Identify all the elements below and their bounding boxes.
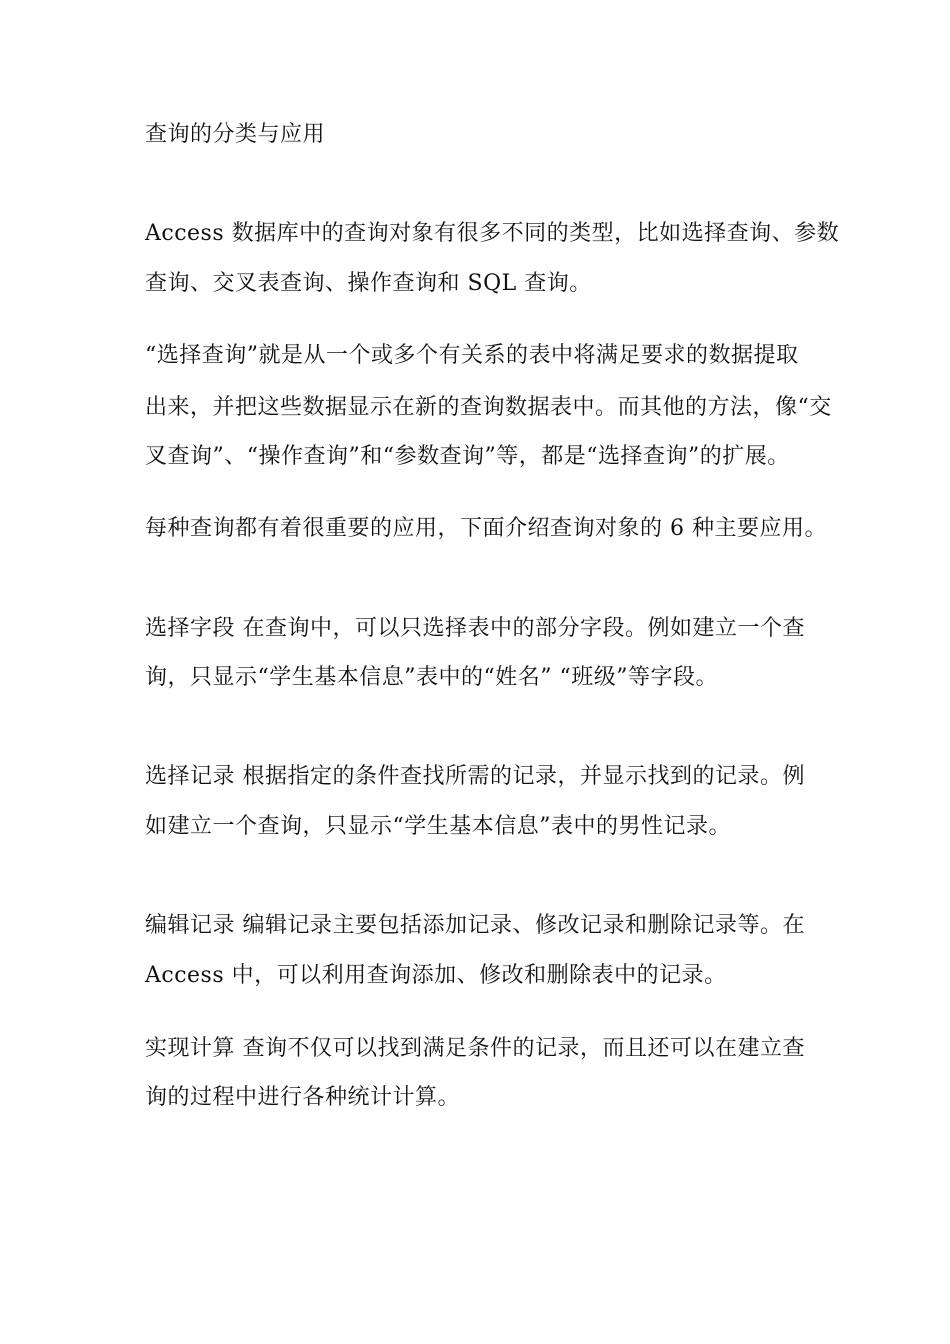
paragraph-line: 如建立一个查询，只显示“学生基本信息”表中的男性记录。 bbox=[145, 814, 731, 839]
paragraph-line: “选择查询”就是从一个或多个有关系的表中将满足要求的数据提取 bbox=[145, 343, 799, 368]
paragraph-line: 查询、交叉表查询、操作查询和 SQL 查询。 bbox=[145, 271, 592, 296]
paragraph-line: 出来，并把这些数据显示在新的查询数据表中。而其他的方法，像“交 bbox=[145, 395, 832, 420]
paragraph-line: 叉查询”、“操作查询”和“参数查询”等，都是“选择查询”的扩展。 bbox=[145, 444, 790, 469]
page-title: 查询的分类与应用 bbox=[145, 122, 326, 147]
paragraph-line: 选择记录 根据指定的条件查找所需的记录，并显示找到的记录。例 bbox=[145, 764, 805, 789]
paragraph-line: 编辑记录 编辑记录主要包括添加记录、修改记录和删除记录等。在 bbox=[145, 913, 805, 938]
paragraph-line: 每种查询都有着很重要的应用，下面介绍查询对象的 6 种主要应用。 bbox=[145, 516, 827, 541]
paragraph-line: Access 中，可以利用查询添加、修改和删除表中的记录。 bbox=[145, 963, 727, 988]
paragraph-line: 询的过程中进行各种统计计算。 bbox=[145, 1085, 461, 1110]
paragraph-line: Access 数据库中的查询对象有很多不同的类型，比如选择查询、参数 bbox=[145, 221, 840, 246]
paragraph-line: 实现计算 查询不仅可以找到满足条件的记录，而且还可以在建立查 bbox=[145, 1036, 805, 1061]
paragraph-line: 询，只显示“学生基本信息”表中的“姓名” “班级”等字段。 bbox=[145, 665, 718, 690]
paragraph-line: 选择字段 在查询中，可以只选择表中的部分字段。例如建立一个查 bbox=[145, 616, 805, 641]
